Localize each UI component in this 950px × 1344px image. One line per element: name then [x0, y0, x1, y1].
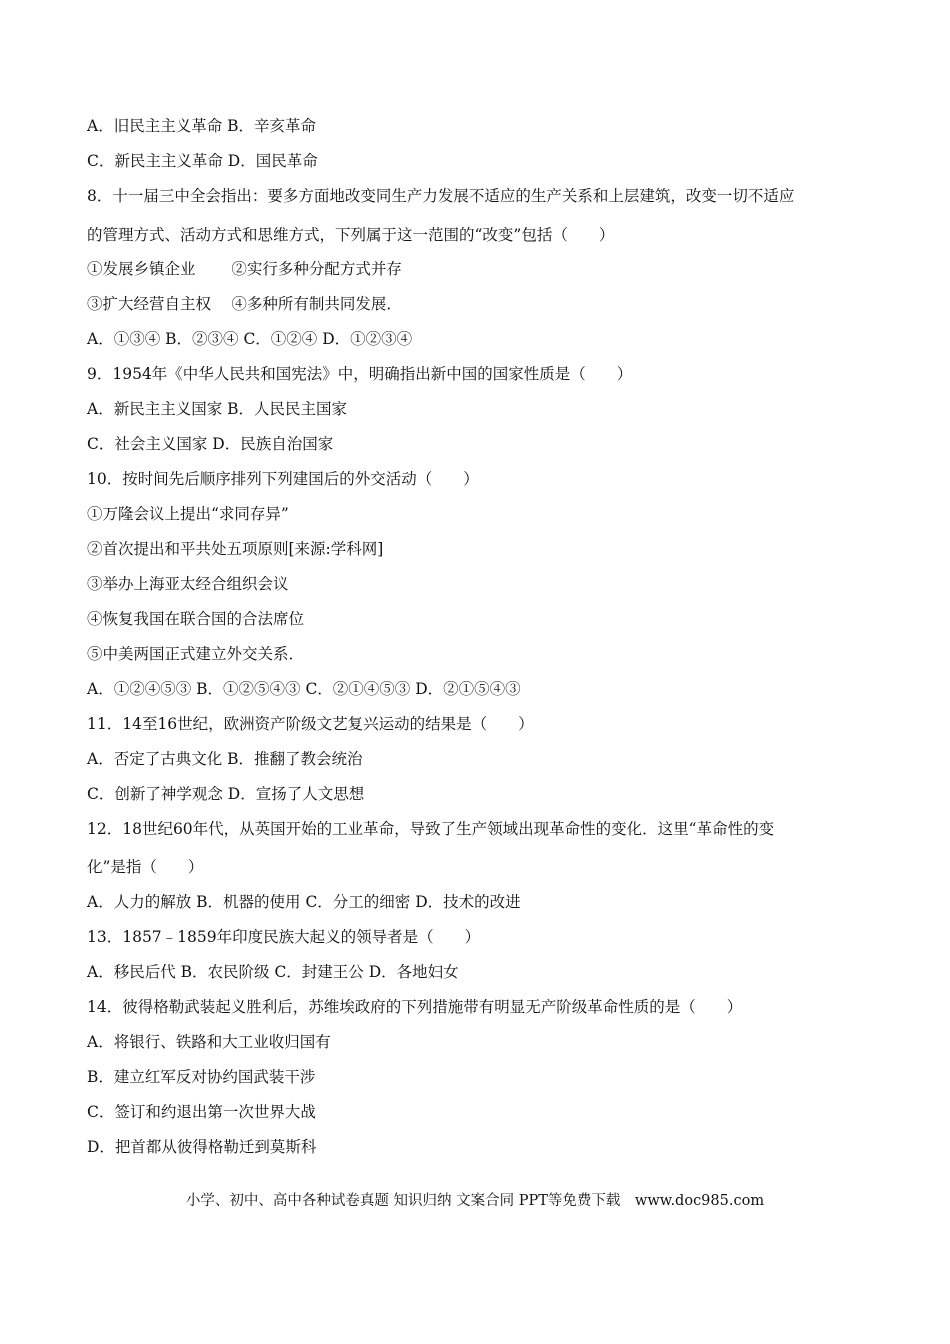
statement-line: ③举办上海亚太经合组织会议	[87, 575, 289, 593]
option-line: A．①③④ B．②③④ C．①②④ D．①②③④	[87, 330, 413, 348]
option-line: A．移民后代 B．农民阶级 C．封建王公 D．各地妇女	[87, 963, 459, 981]
option-line: C．创新了神学观念 D．宣扬了人文思想	[87, 785, 365, 803]
option-line: A．将银行、铁路和大工业收归国有	[87, 1033, 331, 1051]
option-line: C．社会主义国家 D．民族自治国家	[87, 435, 334, 453]
question-11-text: 11．14至16世纪，欧洲资产阶级文艺复兴运动的结果是（ ）	[87, 715, 534, 733]
option-line: A．旧民主主义革命 B．辛亥革命	[87, 117, 317, 135]
option-line: D．把首都从彼得格勒迁到莫斯科	[87, 1138, 317, 1156]
option-line: A．人力的解放 B．机器的使用 C．分工的细密 D．技术的改进	[87, 893, 521, 911]
option-line: A．否定了古典文化 B．推翻了教会统治	[87, 750, 363, 768]
question-12-text: 12．18世纪60年代，从英国开始的工业革命，导致了生产领域出现革命性的变化．这里“革命性的变	[87, 820, 775, 838]
statement-line: ①万隆会议上提出“求同存异”	[87, 505, 289, 523]
question-12-text-cont: 化”是指（ ）	[87, 858, 204, 876]
question-14-text: 14．彼得格勒武装起义胜利后，苏维埃政府的下列措施带有明显无产阶级革命性质的是（ ）	[87, 998, 743, 1016]
statement-line: ⑤中美两国正式建立外交关系．	[87, 645, 305, 663]
option-line: B．建立红军反对协约国武装干涉	[87, 1068, 316, 1086]
statement-line: ①发展乡镇企业 ②实行多种分配方式并存	[87, 260, 402, 278]
question-8-text-cont: 的管理方式、活动方式和思维方式，下列属于这一范围的“改变”包括（ ）	[87, 226, 615, 244]
option-line: C．签订和约退出第一次世界大战	[87, 1103, 316, 1121]
option-line: A．新民主主义国家 B．人民民主国家	[87, 400, 348, 418]
statement-line: ④恢复我国在联合国的合法席位	[87, 610, 305, 628]
option-line: A．①②④⑤③ B．①②⑤④③ C．②①④⑤③ D．②①⑤④③	[87, 680, 521, 698]
page-footer: 小学、初中、高中各种试卷真题 知识归纳 文案合同 PPT等免费下载 www.doc985.com	[185, 1193, 765, 1209]
option-line: C．新民主主义革命 D．国民革命	[87, 152, 318, 170]
question-13-text: 13．1857﹣1859年印度民族大起义的领导者是（ ）	[87, 928, 481, 946]
question-8-text: 8．十一届三中全会指出：要多方面地改变同生产力发展不适应的生产关系和上层建筑，改变一切不适应	[87, 187, 795, 205]
question-10-text: 10．按时间先后顺序排列下列建国后的外交活动（ ）	[87, 470, 479, 488]
statement-line: ②首次提出和平共处五项原则[来源:学科网]	[87, 540, 384, 558]
question-9-text: 9．1954年《中华人民共和国宪法》中，明确指出新中国的国家性质是（ ）	[87, 365, 633, 383]
statement-line: ③扩大经营自主权 ④多种所有制共同发展．	[87, 295, 402, 313]
